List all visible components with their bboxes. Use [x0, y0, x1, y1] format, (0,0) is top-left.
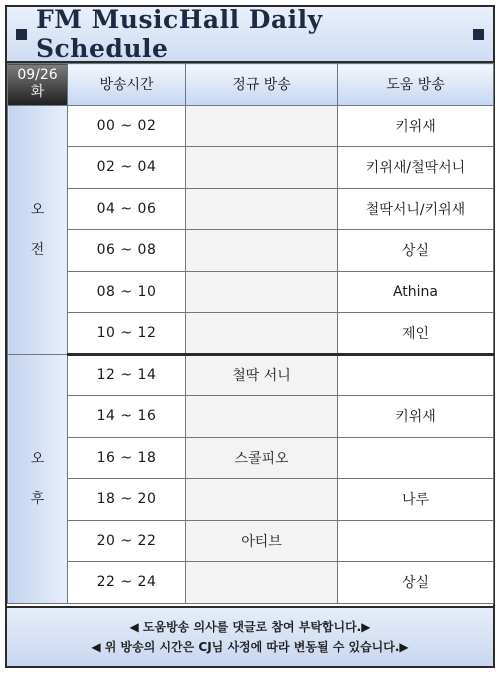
helper-cell: 키위새 — [338, 105, 494, 147]
time-cell: 12 ~ 14 — [68, 354, 186, 396]
time-cell: 18 ~ 20 — [68, 479, 186, 521]
time-cell: 06 ~ 08 — [68, 230, 186, 272]
period-pm — [8, 354, 68, 603]
header-time: 방송시간 — [68, 64, 186, 106]
time-cell: 14 ~ 16 — [68, 396, 186, 438]
regular-cell: 철딱 서니 — [186, 354, 338, 396]
regular-cell — [186, 105, 338, 147]
table-row — [8, 313, 494, 355]
footer-notice — [7, 606, 493, 666]
helper-cell — [338, 520, 494, 562]
regular-cell: 스콜피오 — [186, 437, 338, 479]
period-am-char: 전 — [30, 241, 45, 258]
table-row — [8, 562, 494, 604]
period-pm-char: 후 — [30, 490, 45, 507]
helper-cell: 키위새/철딱서니 — [338, 147, 494, 189]
regular-cell — [186, 147, 338, 189]
table-row — [8, 396, 494, 438]
time-cell: 20 ~ 22 — [68, 520, 186, 562]
helper-cell: 철딱서니/키위새 — [338, 188, 494, 230]
table-row — [8, 105, 494, 147]
helper-cell: Athina — [338, 271, 494, 313]
regular-cell — [186, 313, 338, 355]
schedule-title-bar — [7, 7, 493, 63]
table-header-row — [8, 64, 494, 106]
footer-line-1: ◀ 도움방송 의사를 댓글로 참여 부탁합니다.▶ — [129, 620, 371, 634]
time-cell: 22 ~ 24 — [68, 562, 186, 604]
footer-line-2: ◀ 위 방송의 시간은 CJ님 사정에 따라 변동될 수 있습니다.▶ — [91, 640, 409, 654]
helper-cell: 나루 — [338, 479, 494, 521]
helper-cell — [338, 437, 494, 479]
square-bullet-icon — [473, 29, 484, 40]
table-row — [8, 479, 494, 521]
date-cell — [8, 64, 68, 106]
table-row — [8, 520, 494, 562]
table-row — [8, 188, 494, 230]
header-helper: 도움 방송 — [338, 64, 494, 106]
time-cell: 02 ~ 04 — [68, 147, 186, 189]
time-cell: 00 ~ 02 — [68, 105, 186, 147]
period-am-char: 오 — [30, 201, 45, 218]
regular-cell: 아티브 — [186, 520, 338, 562]
regular-cell — [186, 271, 338, 313]
time-cell: 16 ~ 18 — [68, 437, 186, 479]
regular-cell — [186, 479, 338, 521]
time-cell: 10 ~ 12 — [68, 313, 186, 355]
period-am — [8, 105, 68, 354]
helper-cell: 상실 — [338, 562, 494, 604]
helper-cell — [338, 354, 494, 396]
helper-cell: 제인 — [338, 313, 494, 355]
helper-cell: 키위새 — [338, 396, 494, 438]
table-row — [8, 230, 494, 272]
square-bullet-icon — [16, 29, 27, 40]
table-row — [8, 147, 494, 189]
time-cell: 08 ~ 10 — [68, 271, 186, 313]
table-row — [8, 354, 494, 396]
helper-cell: 상실 — [338, 230, 494, 272]
regular-cell — [186, 396, 338, 438]
schedule-table — [7, 63, 494, 604]
date-day: 09/26 — [17, 67, 58, 84]
regular-cell — [186, 562, 338, 604]
regular-cell — [186, 230, 338, 272]
header-regular: 정규 방송 — [186, 64, 338, 106]
period-pm-char: 오 — [30, 450, 45, 467]
table-row — [8, 437, 494, 479]
date-weekday: 화 — [30, 84, 45, 101]
regular-cell — [186, 188, 338, 230]
schedule-frame — [5, 5, 495, 668]
table-row — [8, 271, 494, 313]
schedule-title: FM MusicHall Daily Schedule — [36, 5, 323, 63]
time-cell: 04 ~ 06 — [68, 188, 186, 230]
